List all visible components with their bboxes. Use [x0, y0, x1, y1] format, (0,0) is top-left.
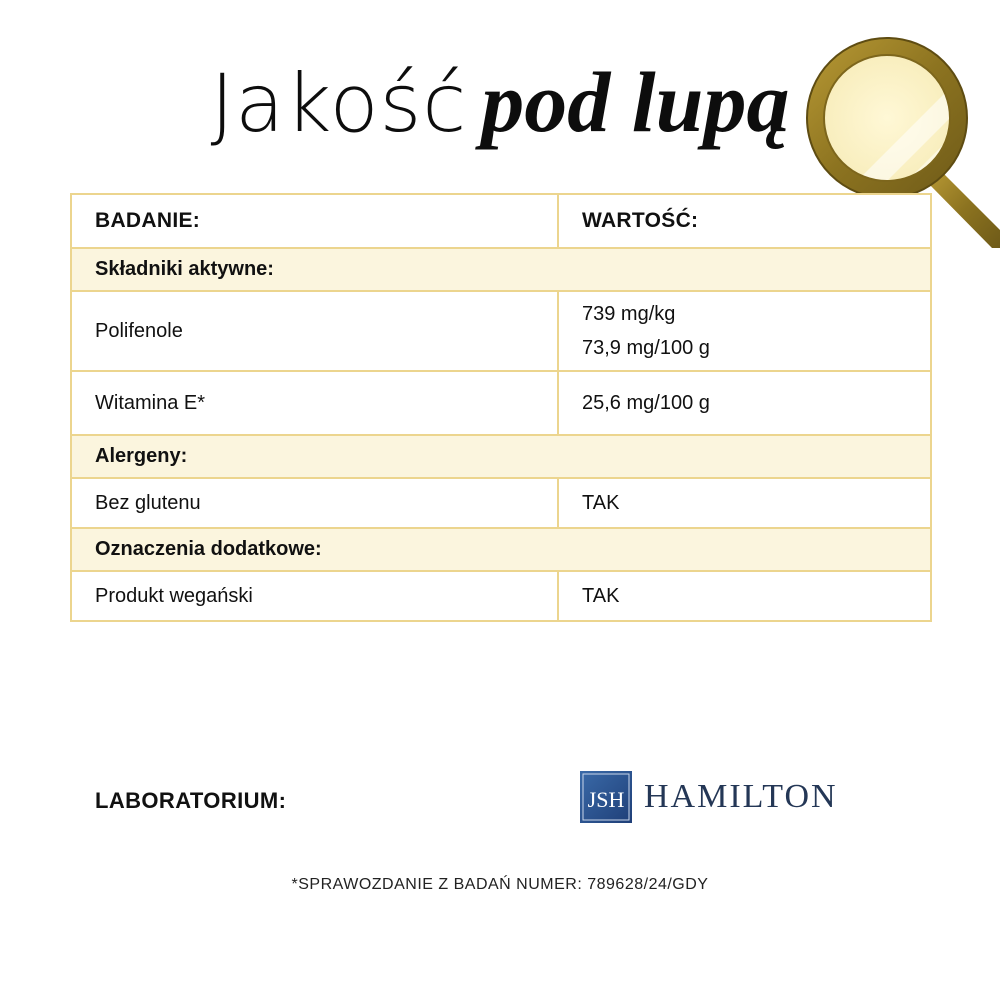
row-label: Polifenole	[72, 292, 559, 370]
table-row	[72, 570, 930, 620]
logo-name: HAMILTON	[644, 778, 838, 815]
section-title: Oznaczenia dodatkowe:	[95, 538, 322, 560]
quality-table	[70, 193, 932, 622]
row-label: Produkt wegański	[72, 572, 559, 620]
row-label: Bez glutenu	[72, 479, 559, 527]
value-line: 73,9 mg/100 g	[582, 337, 710, 359]
section-row	[72, 527, 930, 570]
header-value: WARTOŚĆ:	[582, 209, 699, 232]
row-value: TAK	[582, 584, 620, 607]
section-title: Składniki aktywne:	[95, 258, 274, 280]
value-line: 739 mg/kg	[582, 303, 676, 325]
table-row	[72, 290, 930, 370]
logo-initials: JSH	[587, 787, 625, 812]
hamilton-logo	[580, 771, 838, 823]
section-row	[72, 434, 930, 477]
laboratory-label: LABORATORIUM:	[95, 788, 287, 813]
section-row	[72, 247, 930, 290]
row-value: TAK	[582, 491, 620, 514]
footnote: *SPRAWOZDANIE Z BADAŃ NUMER: 789628/24/GDY	[291, 876, 709, 893]
hamilton-logo-mark	[580, 771, 632, 823]
header-test: BADANIE:	[72, 195, 559, 247]
table-row	[72, 477, 930, 527]
row-value: 25,6 mg/100 g	[582, 391, 710, 414]
table-header-row	[72, 195, 930, 247]
title-bold: pod lupą	[481, 54, 790, 150]
row-label: Witamina E*	[72, 372, 559, 434]
section-title: Alergeny:	[95, 445, 188, 467]
title-regular: Jakość	[210, 57, 468, 150]
row-value	[559, 292, 930, 370]
table-row	[72, 370, 930, 434]
